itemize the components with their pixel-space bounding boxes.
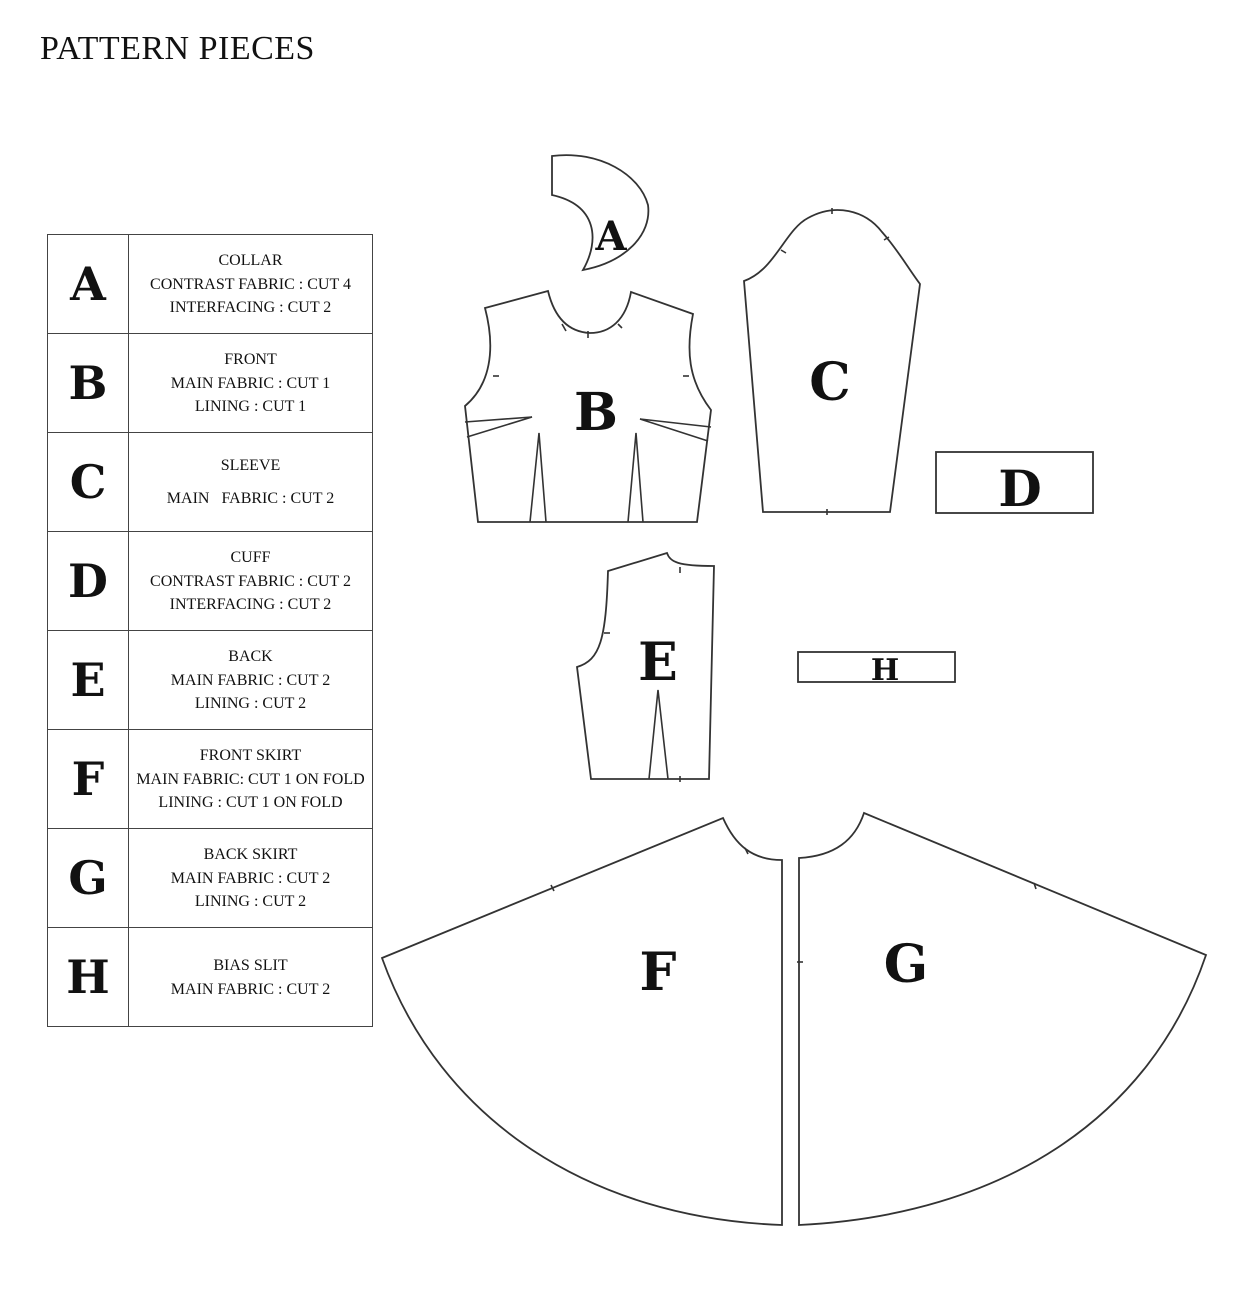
- cut-instruction: MAIN FABRIC : CUT 2: [170, 672, 331, 689]
- piece-name: FRONT SKIRT: [199, 747, 302, 764]
- piece-label-a: A: [595, 213, 627, 260]
- front-skirt-piece: [382, 818, 782, 1225]
- bias-slit-piece: [798, 652, 955, 688]
- legend-letter: D: [48, 532, 129, 631]
- piece-label-f: F: [639, 942, 677, 1003]
- legend-letter: C: [48, 433, 129, 532]
- back-skirt-piece: [797, 813, 1206, 1225]
- cut-instruction: INTERFACING : CUT 2: [169, 299, 332, 316]
- piece-label-d: D: [998, 459, 1042, 518]
- piece-label-h: H: [870, 653, 900, 688]
- piece-label-e: E: [638, 632, 678, 693]
- cut-instruction: LINING : CUT 1 ON FOLD: [158, 794, 343, 811]
- cut-instruction: MAIN FABRIC: CUT 1 ON FOLD: [136, 771, 365, 788]
- piece-name: FRONT: [224, 351, 277, 368]
- piece-name: BACK SKIRT: [203, 846, 298, 863]
- cut-instruction: CONTRAST FABRIC : CUT 4: [150, 276, 351, 293]
- front-bodice-piece: [465, 291, 711, 522]
- piece-name: BACK: [228, 648, 273, 665]
- legend-letter: F: [48, 730, 129, 829]
- piece-label-b: B: [574, 382, 618, 443]
- cut-instruction: CONTRAST FABRIC : CUT 2: [150, 573, 351, 590]
- piece-name: CUFF: [230, 549, 271, 566]
- page-title: PATTERN PIECES: [40, 30, 315, 67]
- piece-name: BIAS SLIT: [213, 956, 288, 974]
- piece-label-c: C: [809, 352, 851, 413]
- legend-letter: E: [48, 631, 129, 730]
- legend-letter: B: [48, 334, 129, 433]
- legend-letter: A: [48, 235, 129, 334]
- cut-instruction: MAIN FABRIC : CUT 2: [166, 490, 335, 507]
- piece-name: SLEEVE: [220, 457, 281, 474]
- sleeve-piece: [744, 208, 920, 515]
- cut-instruction: LINING : CUT 2: [194, 893, 307, 910]
- legend-letter: H: [48, 928, 129, 1027]
- cut-instruction: INTERFACING : CUT 2: [169, 596, 332, 613]
- cuff-piece: [936, 452, 1093, 518]
- back-bodice-piece: [577, 553, 714, 782]
- collar-piece: [552, 155, 648, 270]
- cut-instruction: LINING : CUT 2: [194, 695, 307, 712]
- cut-instruction: MAIN FABRIC : CUT 2: [170, 870, 331, 887]
- legend-letter: G: [48, 829, 129, 928]
- cut-instruction: LINING : CUT 1: [194, 398, 307, 415]
- cut-instruction: MAIN FABRIC : CUT 1: [170, 375, 331, 392]
- cut-instruction: MAIN FABRIC : CUT 2: [170, 980, 331, 998]
- piece-label-g: G: [883, 934, 929, 995]
- piece-name: COLLAR: [218, 252, 283, 269]
